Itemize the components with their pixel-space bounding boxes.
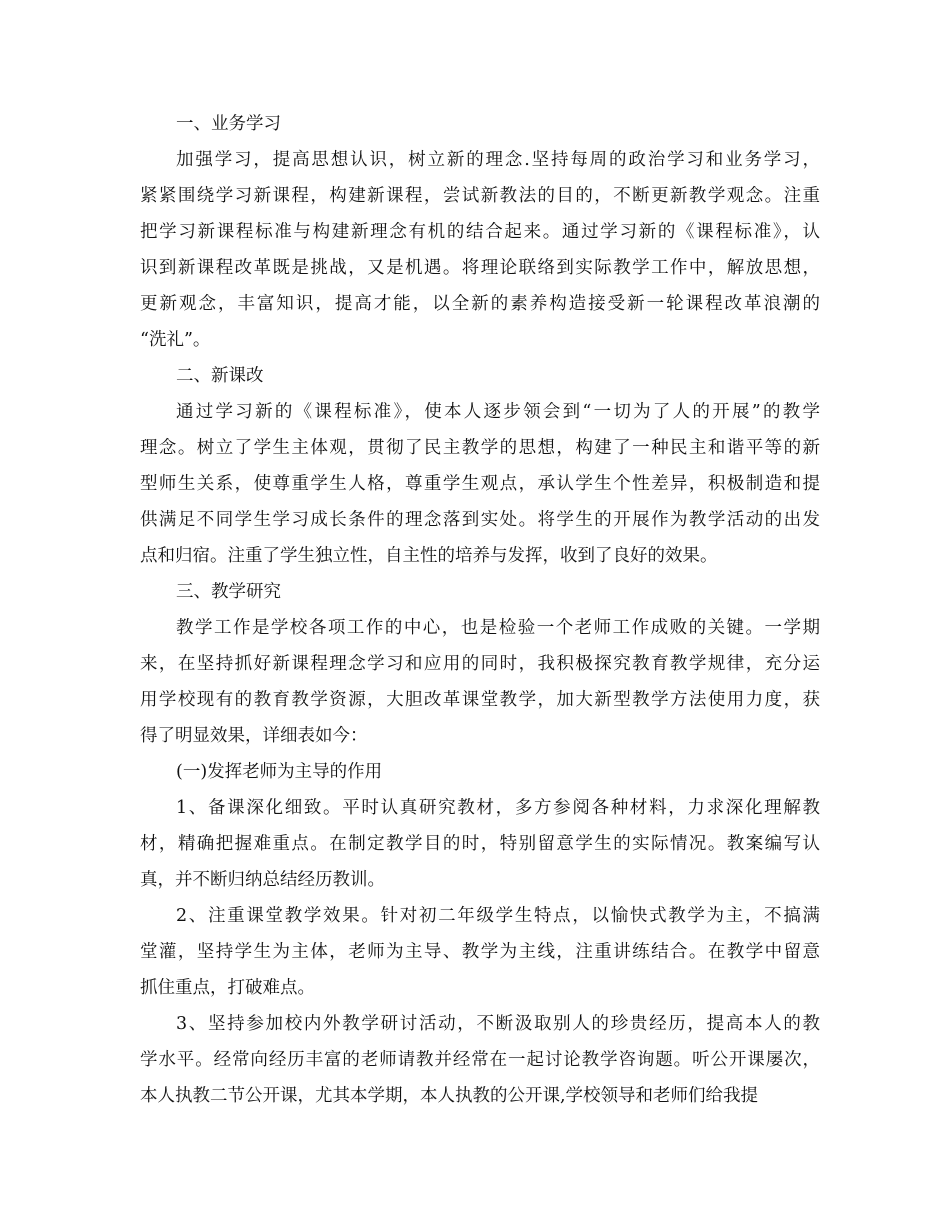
heading-text: (一)发挥老师为主导的作用 (176, 762, 383, 782)
paragraph-line: 识到新课程改革既是挑战，又是机遇。将理论联络到实际教学工作中，解放思想， (140, 258, 820, 278)
paragraph-line: 真，并不断归纳总结经历教训。 (140, 870, 385, 890)
paragraph-line: 更新观念，丰富知识，提高才能，以全新的素养构造接受新一轮课程改革浪潮的 (140, 294, 820, 314)
heading-text: 二、新课改 (176, 366, 264, 386)
paragraph-line: 理念。树立了学生主体观，贯彻了民主教学的思想，构建了一种民主和谐平等的新 (140, 438, 820, 458)
paragraph-line: 抓住重点，打破难点。 (140, 978, 315, 998)
paragraph-line: 材，精确把握难重点。在制定教学目的时，特别留意学生的实际情况。教案编写认 (140, 834, 820, 854)
paragraph-line: 紧紧围绕学习新课程，构建新课程，尝试新教法的目的，不断更新教学观念。注重 (140, 186, 820, 206)
paragraph-line: 得了明显效果，详细表如今： (140, 726, 368, 746)
paragraph-line: 通过学习新的《课程标准》，使本人逐步领会到“一切为了人的开展”的教学 (176, 402, 820, 422)
paragraph-line: 来，在坚持抓好新课程理念学习和应用的同时，我积极探究教育教学规律，充分运 (140, 654, 820, 674)
paragraph-line: 学水平。经常向经历丰富的老师请教并经常在一起讨论教学咨询题。听公开课屡次， (140, 1050, 820, 1070)
paragraph-line: “洗礼”。 (140, 330, 211, 350)
paragraph-line: 2、注重课堂教学效果。针对初二年级学生特点，以愉快式教学为主，不搞满 (176, 906, 820, 926)
paragraph-line: 用学校现有的教育教学资源，大胆改革课堂教学，加大新型教学方法使用力度，获 (140, 690, 820, 710)
paragraph-line: 点和归宿。注重了学生独立性，自主性的培养与发挥，收到了良好的效果。 (140, 546, 718, 566)
paragraph-line: 堂灌，坚持学生为主体，老师为主导、教学为主线，注重讲练结合。在教学中留意 (140, 942, 820, 962)
heading-text: 一、业务学习 (176, 114, 281, 134)
paragraph-line: 教学工作是学校各项工作的中心，也是检验一个老师工作成败的关键。一学期 (176, 618, 820, 638)
paragraph-line: 1、备课深化细致。平时认真研究教材，多方参阅各种材料，力求深化理解教 (176, 798, 820, 818)
heading-text: 三、教学研究 (176, 582, 281, 602)
paragraph-line: 本人执教二节公开课，尤其本学期，本人执教的公开课,学校领导和老师们给我提 (140, 1086, 759, 1106)
paragraph-line: 把学习新课程标准与构建新理念有机的结合起来。通过学习新的《课程标准》，认 (140, 222, 820, 242)
paragraph-line: 加强学习，提高思想认识，树立新的理念.坚持每周的政治学习和业务学习， (176, 150, 820, 170)
paragraph-line: 供满足不同学生学习成长条件的理念落到实处。将学生的开展作为教学活动的出发 (140, 510, 820, 530)
paragraph-line: 3、坚持参加校内外教学研讨活动，不断汲取别人的珍贵经历，提高本人的教 (176, 1014, 820, 1034)
paragraph-line: 型师生关系，使尊重学生人格，尊重学生观点，承认学生个性差异，积极制造和提 (140, 474, 820, 494)
